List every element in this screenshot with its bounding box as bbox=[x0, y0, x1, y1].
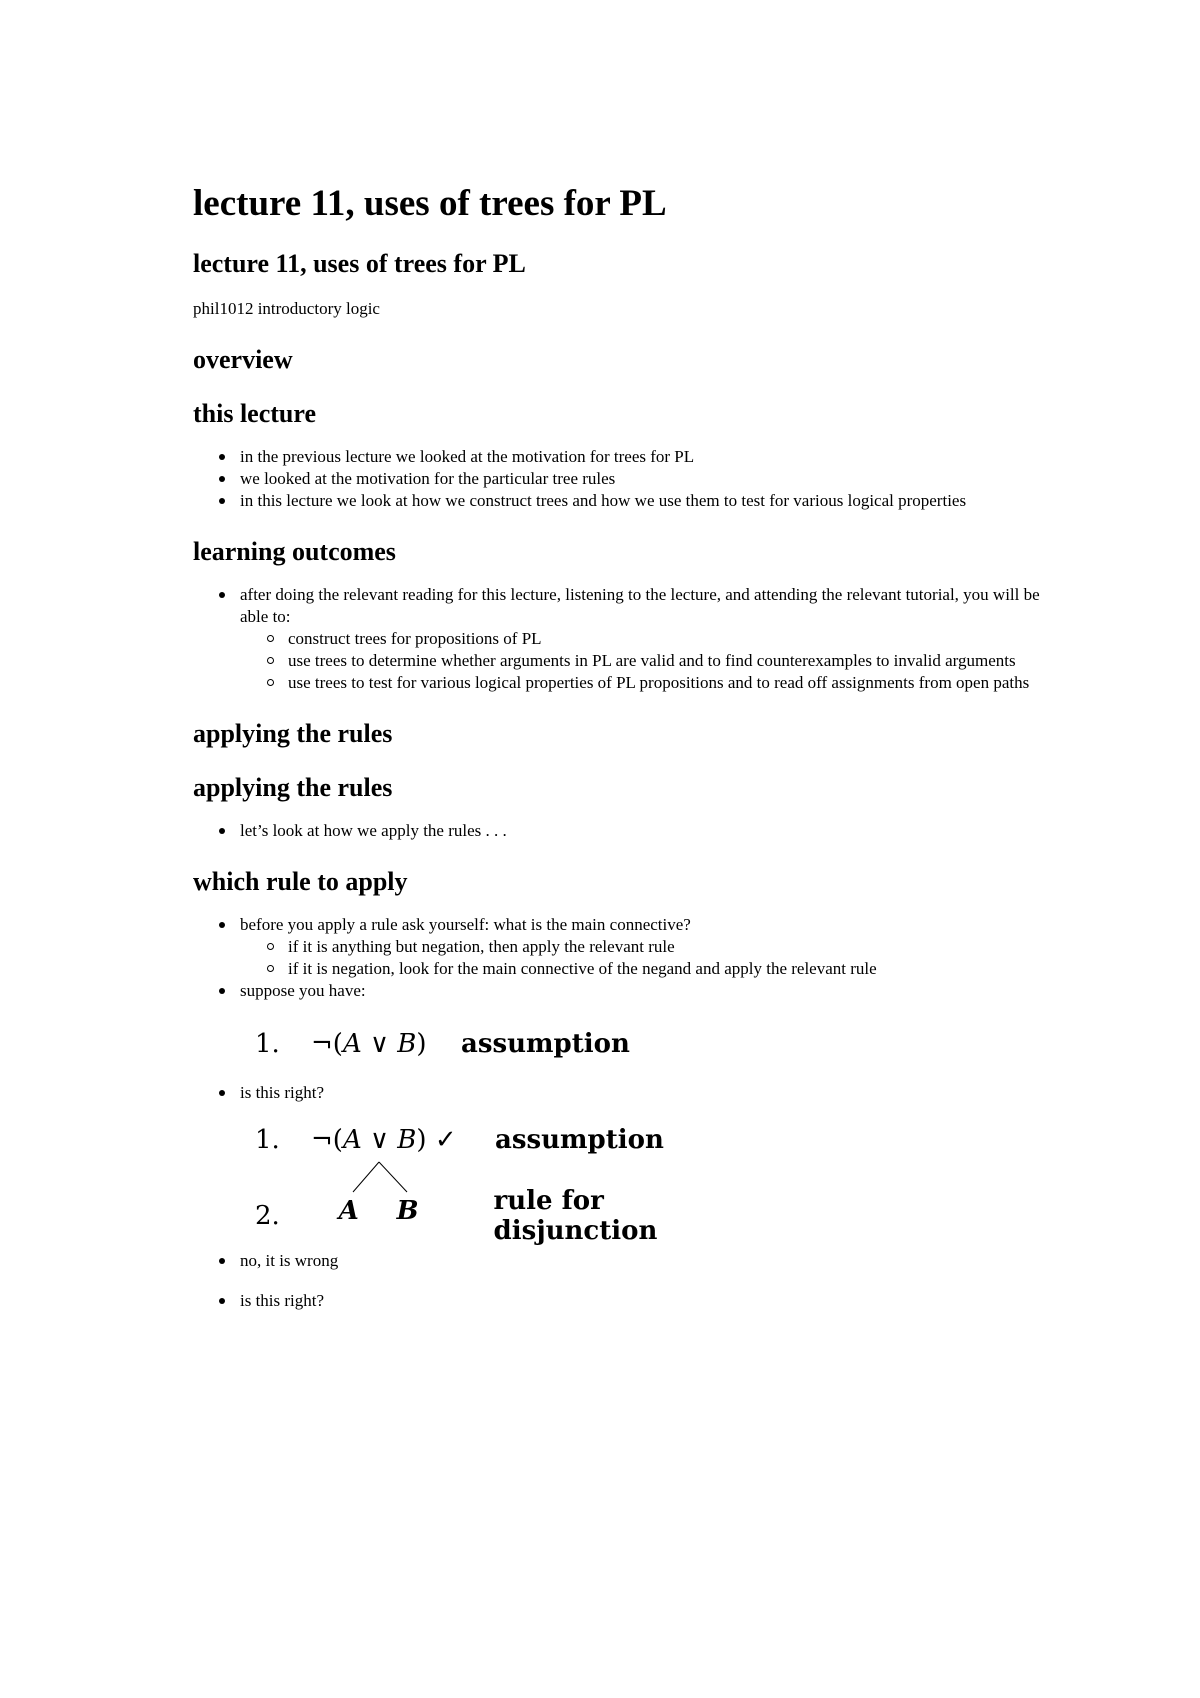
tree-leaf-b: B bbox=[396, 1196, 419, 1226]
course-name: phil1012 introductory logic bbox=[193, 299, 380, 318]
formula-var-b: B bbox=[397, 1029, 417, 1059]
list-item bbox=[240, 914, 1053, 980]
list-item: in this lecture we look at how we construct trees and how we use them to test for various logical properties bbox=[240, 490, 1053, 512]
tree-leaves bbox=[311, 1196, 494, 1236]
which-rule-sublist bbox=[240, 936, 1053, 980]
sub-list-item: use trees to determine whether arguments in PL are valid and to find counterexamples to invalid arguments bbox=[288, 650, 1053, 672]
which-rule-list bbox=[193, 914, 1053, 1002]
branch-line-left bbox=[353, 1162, 379, 1192]
page-title: lecture 11, uses of trees for PL bbox=[193, 183, 667, 224]
list-item: is this right? bbox=[240, 1082, 1053, 1104]
list-item: no, it is wrong bbox=[240, 1250, 1053, 1272]
verdict-list bbox=[193, 1250, 1053, 1272]
branch-line-right bbox=[379, 1162, 407, 1192]
section-heading-which-rule: which rule to apply bbox=[193, 867, 408, 896]
formula-justification: rule for disjunction bbox=[493, 1186, 658, 1246]
sub-list-item: if it is negation, look for the main connective of the negand and apply the relevant rule bbox=[288, 958, 1053, 980]
learning-outcomes-list bbox=[193, 584, 1053, 694]
learning-outcomes-sublist bbox=[240, 628, 1053, 694]
applying-list bbox=[193, 820, 1053, 842]
section-heading-overview: overview bbox=[193, 345, 293, 374]
tree-diagram bbox=[255, 1120, 775, 1246]
line-number: 1. bbox=[255, 1125, 280, 1155]
list-item bbox=[240, 584, 1053, 694]
formula-assumption bbox=[255, 1024, 1053, 1064]
formula-var-b: B bbox=[397, 1125, 417, 1155]
sub-list-item: if it is anything but negation, then apply the relevant rule bbox=[288, 936, 1053, 958]
formula-var-a: A bbox=[342, 1125, 362, 1155]
section-heading-learning-outcomes: learning outcomes bbox=[193, 537, 396, 566]
line-number: 1. bbox=[255, 1029, 280, 1059]
check-mark-icon: ✓ bbox=[434, 1125, 457, 1155]
formula-negation-open: ¬( bbox=[311, 1125, 343, 1155]
list-item: is this right? bbox=[240, 1290, 1053, 1312]
learning-outcomes-intro: after doing the relevant reading for this lecture, listening to the lecture, and attending the relevant tutorial, you will be able to: bbox=[240, 585, 1040, 626]
list-item: in the previous lecture we looked at the motivation for trees for PL bbox=[240, 446, 1053, 468]
question-list-1 bbox=[193, 1082, 1053, 1104]
section-heading-applying-the-rules: applying the rules bbox=[193, 719, 393, 748]
list-item: we looked at the motivation for the particular tree rules bbox=[240, 468, 1053, 490]
tree-row-2 bbox=[255, 1186, 775, 1246]
main-connective-question: before you apply a rule ask yourself: what is the main connective? bbox=[240, 915, 691, 934]
this-lecture-list bbox=[193, 446, 1053, 512]
subsection-heading-applying-the-rules: applying the rules bbox=[193, 773, 393, 802]
sub-list-item: use trees to test for various logical properties of PL propositions and to read off assignments from open paths bbox=[288, 672, 1053, 694]
formula-close-paren: ) bbox=[416, 1029, 427, 1059]
formula-close-paren: ) bbox=[416, 1125, 427, 1155]
question-list-2 bbox=[193, 1290, 1053, 1312]
formula-justification: assumption bbox=[461, 1029, 630, 1059]
formula-negation-open: ¬( bbox=[311, 1029, 343, 1059]
line-number: 2. bbox=[255, 1201, 280, 1231]
formula-disjunction: ∨ bbox=[361, 1125, 398, 1155]
section-heading-this-lecture: this lecture bbox=[193, 399, 316, 428]
list-item: suppose you have: bbox=[240, 980, 1053, 1002]
formula-var-a: A bbox=[342, 1029, 362, 1059]
formula-disjunction: ∨ bbox=[361, 1029, 398, 1059]
formula-justification: assumption bbox=[495, 1125, 664, 1155]
slide-title: lecture 11, uses of trees for PL bbox=[193, 249, 526, 278]
list-item: let’s look at how we apply the rules . . . bbox=[240, 820, 1053, 842]
formula-expression bbox=[311, 1029, 461, 1059]
sub-list-item: construct trees for propositions of PL bbox=[288, 628, 1053, 650]
tree-leaf-a: A bbox=[338, 1196, 359, 1226]
document-content bbox=[193, 178, 1053, 1312]
